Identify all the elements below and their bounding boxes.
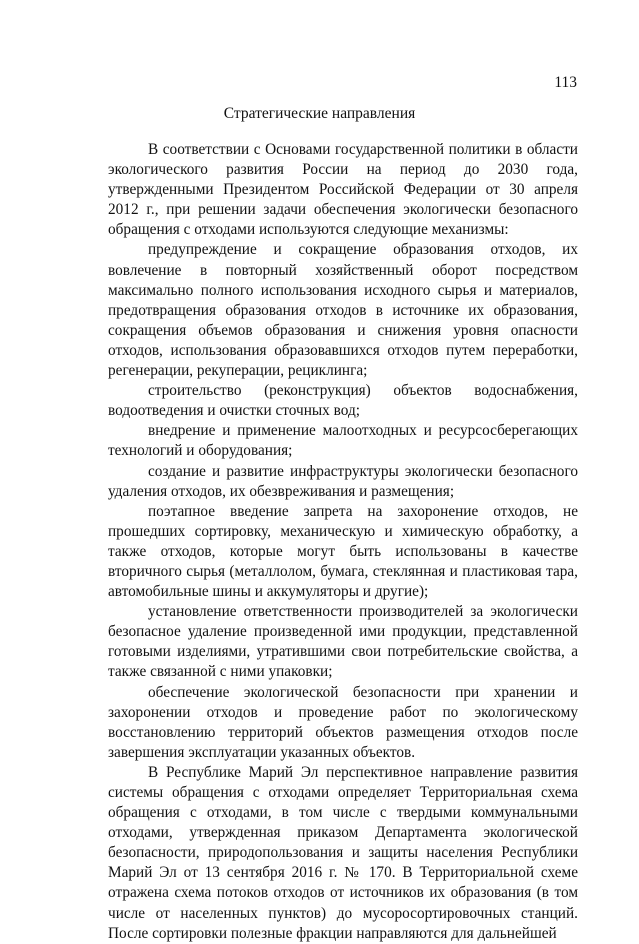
mechanism-item-waste-infrastructure: создание и развитие инфраструктуры экологически безопасного удаления отходов, их обезвреживания и размещения; <box>108 462 578 500</box>
mechanism-item-landfill-ban: поэтапное введение запрета на захоронение отходов, не прошедших сортировку, механическую и химическую обработку, а также отходов, которые могут быть использованы в качестве вторичного сырья (металлолом, бумага, стеклянная и пластиковая тара, автомобильные шины и аккумуляторы и другие); <box>108 502 578 601</box>
mechanism-item-water-infrastructure: строительство (реконструкция) объектов водоснабжения, водоотведения и очистки сточных вод; <box>108 382 578 420</box>
mechanism-item-environmental-safety: обеспечение экологической безопасности при хранении и захоронении отходов и проведение работ по экологическому восстановлению территорий объектов размещения отходов после завершения эксплуатации указанных объектов. <box>108 683 578 761</box>
mechanism-item-low-waste-technologies: внедрение и применение малоотходных и ресурсосберегающих технологий и оборудования; <box>108 422 578 460</box>
intro-paragraph: В соответствии с Основами государственной политики в области экологического развития России на период до 2030 года, утвержденными Президентом Российской Федерации от 30 апреля 2012 г., при решении задачи обеспечения экологически безопасного обращения с отходами используются следующие механизмы: <box>108 141 578 239</box>
mari-el-paragraph: В Республике Марий Эл перспективное направление развития системы обращения с отходами определяет Территориальная схема обращения с отходами, в том числе с твердыми коммунальными отходами, утвержденная приказом Департамента экологической безопасности, природопользования и защиты населения Республики Марий Эл от 13 сентября 2016 г. № 170. В Территориальной схеме отражена схема потоков отходов от источников их образования (в том числе от населенных пунктов) до мусоросортировочных станций. После сортировки полезные фракции направляются для дальнейшей <box>108 763 578 942</box>
page-number: 113 <box>554 74 577 91</box>
mechanism-item-waste-prevention: предупреждение и сокращение образования отходов, их вовлечение в повторный хозяйственный оборот посредством максимально полного использования исходного сырья и материалов, предотвращения образования отходов в источнике их образования, сокращения объемов образования и снижения уровня опасности отходов, использования образовавшихся отходов путем переработки, регенерации, рекуперации, рециклинга; <box>108 241 578 380</box>
section-title: Стратегические направления <box>223 105 416 122</box>
mechanism-item-producer-responsibility: установление ответственности производителей за экологически безопасное удаление произведенной ими продукции, представленной готовыми изделиями, утратившими свои потребительские свойства, а также связанной с ними упаковки; <box>108 603 578 681</box>
body-text <box>108 140 578 944</box>
